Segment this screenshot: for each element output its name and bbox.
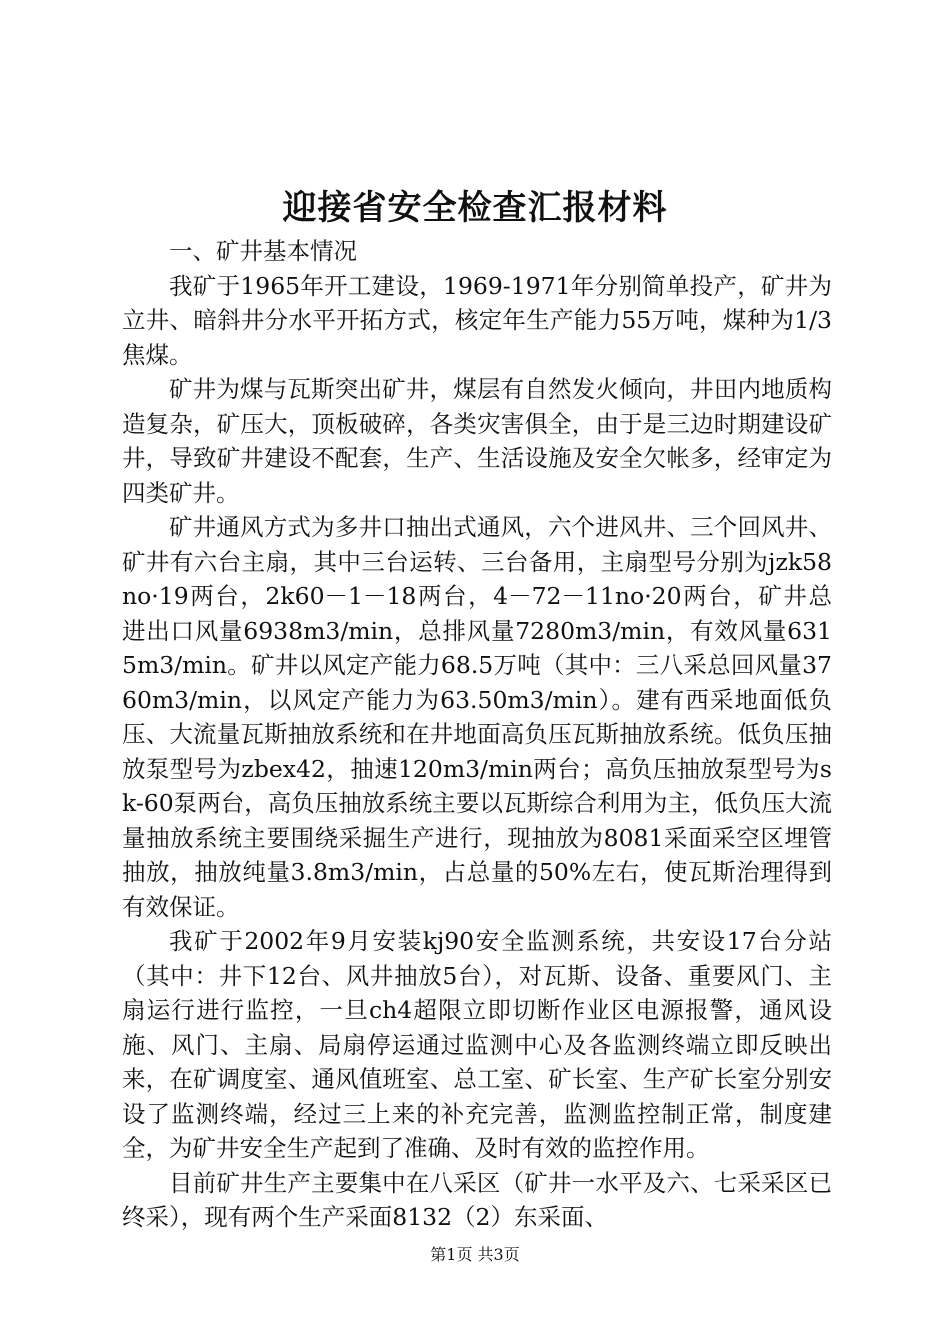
paragraph-mine-hazards: 矿井为煤与瓦斯突出矿井，煤层有自然发火倾向，井田内地质构造复杂，矿压大，顶板破碎，各类灾害俱全，由于是三边时期建设矿井，导致矿井建设不配套，生产、生活设施及安全欠帐多，经审定为四类矿井。: [122, 375, 832, 507]
paragraph-current-production: 目前矿井生产主要集中在八采区（矿井一水平及六、七采采区已终采），现有两个生产采面8132（2）东采面、: [122, 1168, 832, 1231]
page-number-footer: 第1页 共3页: [430, 1245, 520, 1264]
paragraph-ventilation: 矿井通风方式为多井口抽出式通风，六个进风井、三个回风井、矿井有六台主扇，其中三台运转、三台备用，主扇型号分别为jzk58no·19两台，2k60－1－18两台，4－72－11no·20两台，矿井总进出口风量6938m3/min，总排风量7280m3/min，有效风量6315m3/min。矿井以风定产能力68.5万吨（其中：三八采总回风量3760m3/min，以风定产能力为63.50m3/min）。建有西采地面低负压、大流量瓦斯抽放系统和在井地面高负压瓦斯抽放系统。低负压抽放泵型号为zbex42，抽速120m3/min两台；高负压抽放泵型号为sk-60泵两台，高负压抽放系统主要以瓦斯综合利用为主，低负压大流量抽放系统主要围绕采掘生产进行，现抽放为8081采面采空区埋管抽放，抽放纯量3.8m3/min，占总量的50%左右，使瓦斯治理得到有效保证。: [122, 513, 832, 921]
section-heading: 一、矿井基本情况: [169, 237, 357, 265]
paragraph-monitoring-system: 我矿于2002年9月安装kj90安全监测系统，共安设17台分站（其中：井下12台、风井抽放5台），对瓦斯、设备、重要风门、主扇运行进行监控，一旦ch4超限立即切断作业区电源报警，通风设施、风门、主扇、局扇停运通过监测中心及各监测终端立即反映出来，在矿调度室、通风值班室、总工室、矿长室、生产矿长室分别安设了监测终端，经过三上来的补充完善，监测监控制正常，制度建全，为矿井安全生产起到了准确、及时有效的监控作用。: [122, 927, 832, 1162]
document-body: [122, 234, 832, 1235]
document-title: 迎接省安全检查汇报材料: [282, 188, 668, 228]
paragraph-mine-overview: 我矿于1965年开工建设，1969-1971年分别简单投产，矿井为立井、暗斜井分水平开拓方式，核定年生产能力55万吨，煤种为1/3焦煤。: [122, 271, 832, 369]
